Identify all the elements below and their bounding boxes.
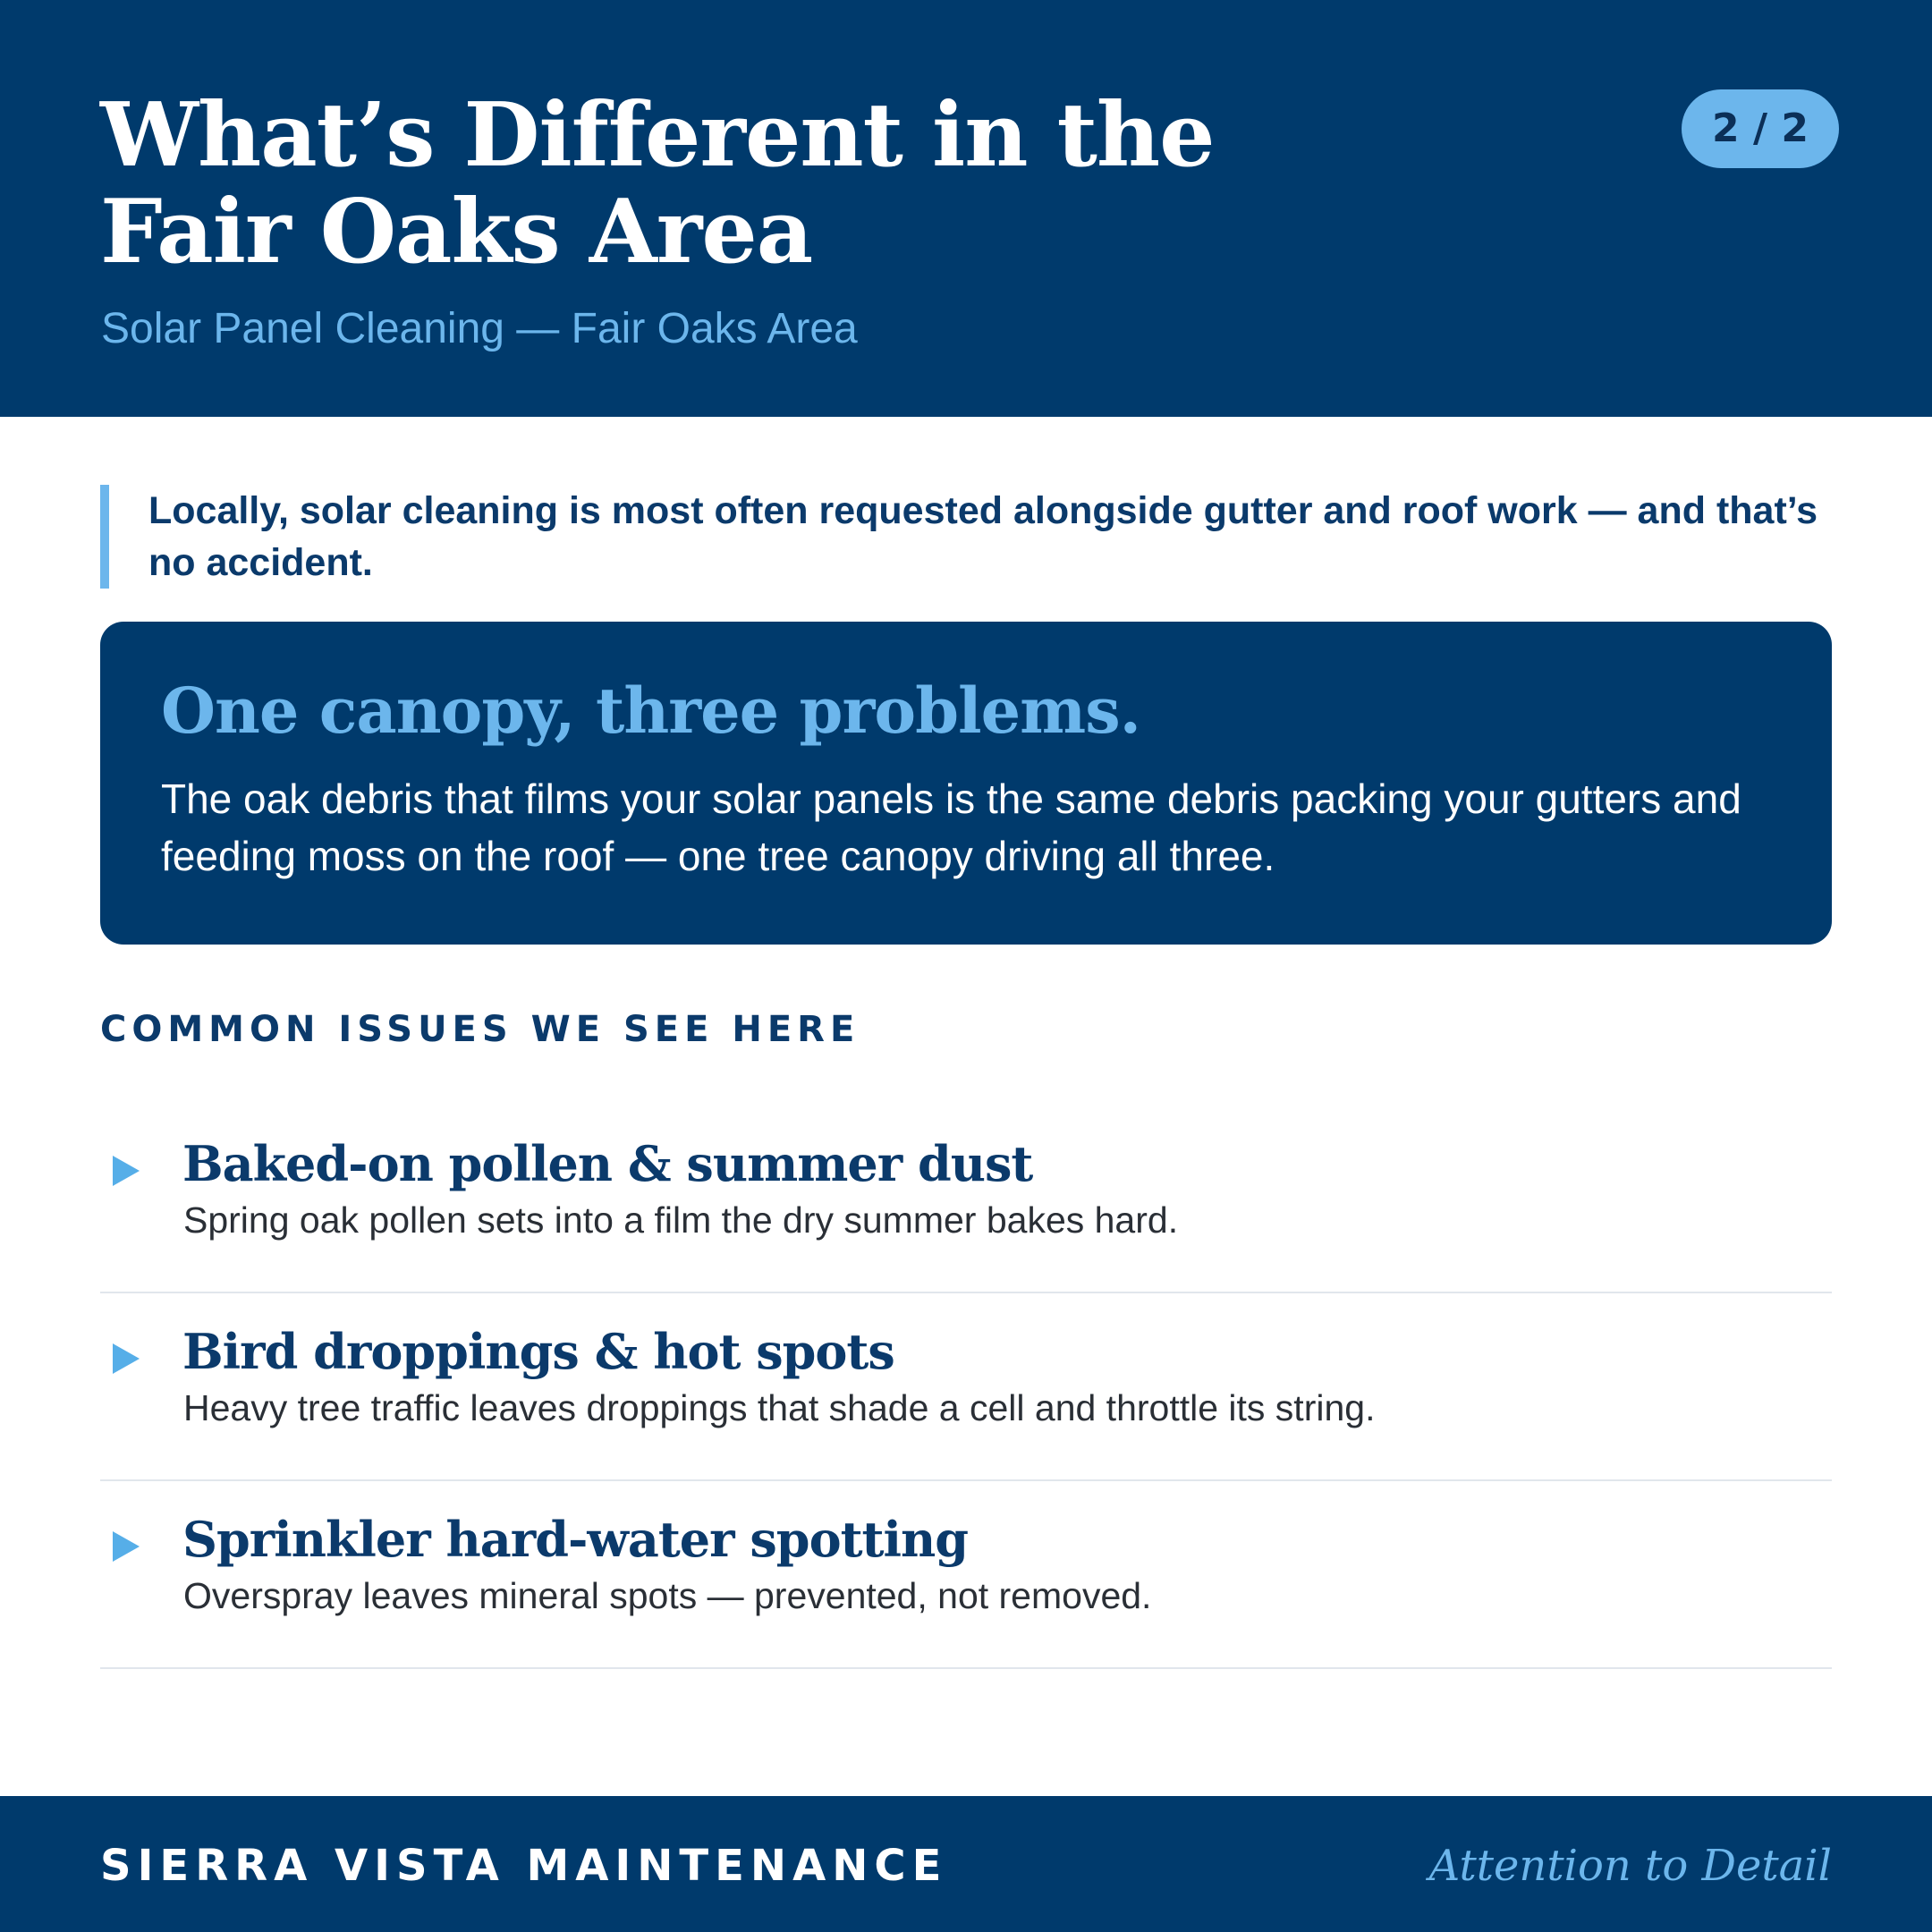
page-title-line-2: Fair Oaks Area xyxy=(100,181,813,284)
issue-description: Spring oak pollen sets into a film the dry summer bakes hard. xyxy=(183,1199,1179,1241)
page-title xyxy=(100,84,1442,284)
page-title-line-1: What’s Different in the xyxy=(100,84,1215,187)
issue-item-sprinkler xyxy=(100,1483,1832,1669)
issue-description: Overspray leaves mineral spots — prevented, not removed. xyxy=(183,1575,1152,1616)
callout-body: The oak debris that films your solar panels is the same debris packing your gutters and feeding moss on the roof — one tree canopy driving all three. xyxy=(161,775,1741,879)
issue-item-pollen xyxy=(100,1107,1832,1293)
issues-section-label: COMMON ISSUES WE SEE HERE xyxy=(100,1009,860,1050)
brand-tagline: Attention to Detail xyxy=(1428,1841,1832,1891)
header-band xyxy=(0,0,1932,417)
triangle-bullet-icon xyxy=(113,1156,140,1186)
issue-title: Bird droppings & hot spots xyxy=(182,1323,894,1380)
issue-description: Heavy tree traffic leaves droppings that shade a cell and throttle its string. xyxy=(183,1387,1376,1428)
intro-quote: Locally, solar cleaning is most often requested alongside gutter and roof work — and that’s no accident. xyxy=(100,485,1826,589)
issue-title: Baked-on pollen & summer dust xyxy=(182,1135,1033,1192)
footer-band xyxy=(0,1796,1932,1932)
page-indicator-badge: 2 / 2 xyxy=(1682,89,1839,168)
triangle-bullet-icon xyxy=(113,1343,140,1374)
issue-title: Sprinkler hard-water spotting xyxy=(182,1511,969,1568)
brand-name: SIERRA VISTA MAINTENANCE xyxy=(100,1841,948,1891)
callout-box xyxy=(100,622,1832,945)
issue-item-bird-droppings xyxy=(100,1295,1832,1481)
triangle-bullet-icon xyxy=(113,1531,140,1562)
page-subtitle: Solar Panel Cleaning — Fair Oaks Area xyxy=(101,305,858,352)
callout-heading: One canopy, three problems. xyxy=(161,674,1140,748)
